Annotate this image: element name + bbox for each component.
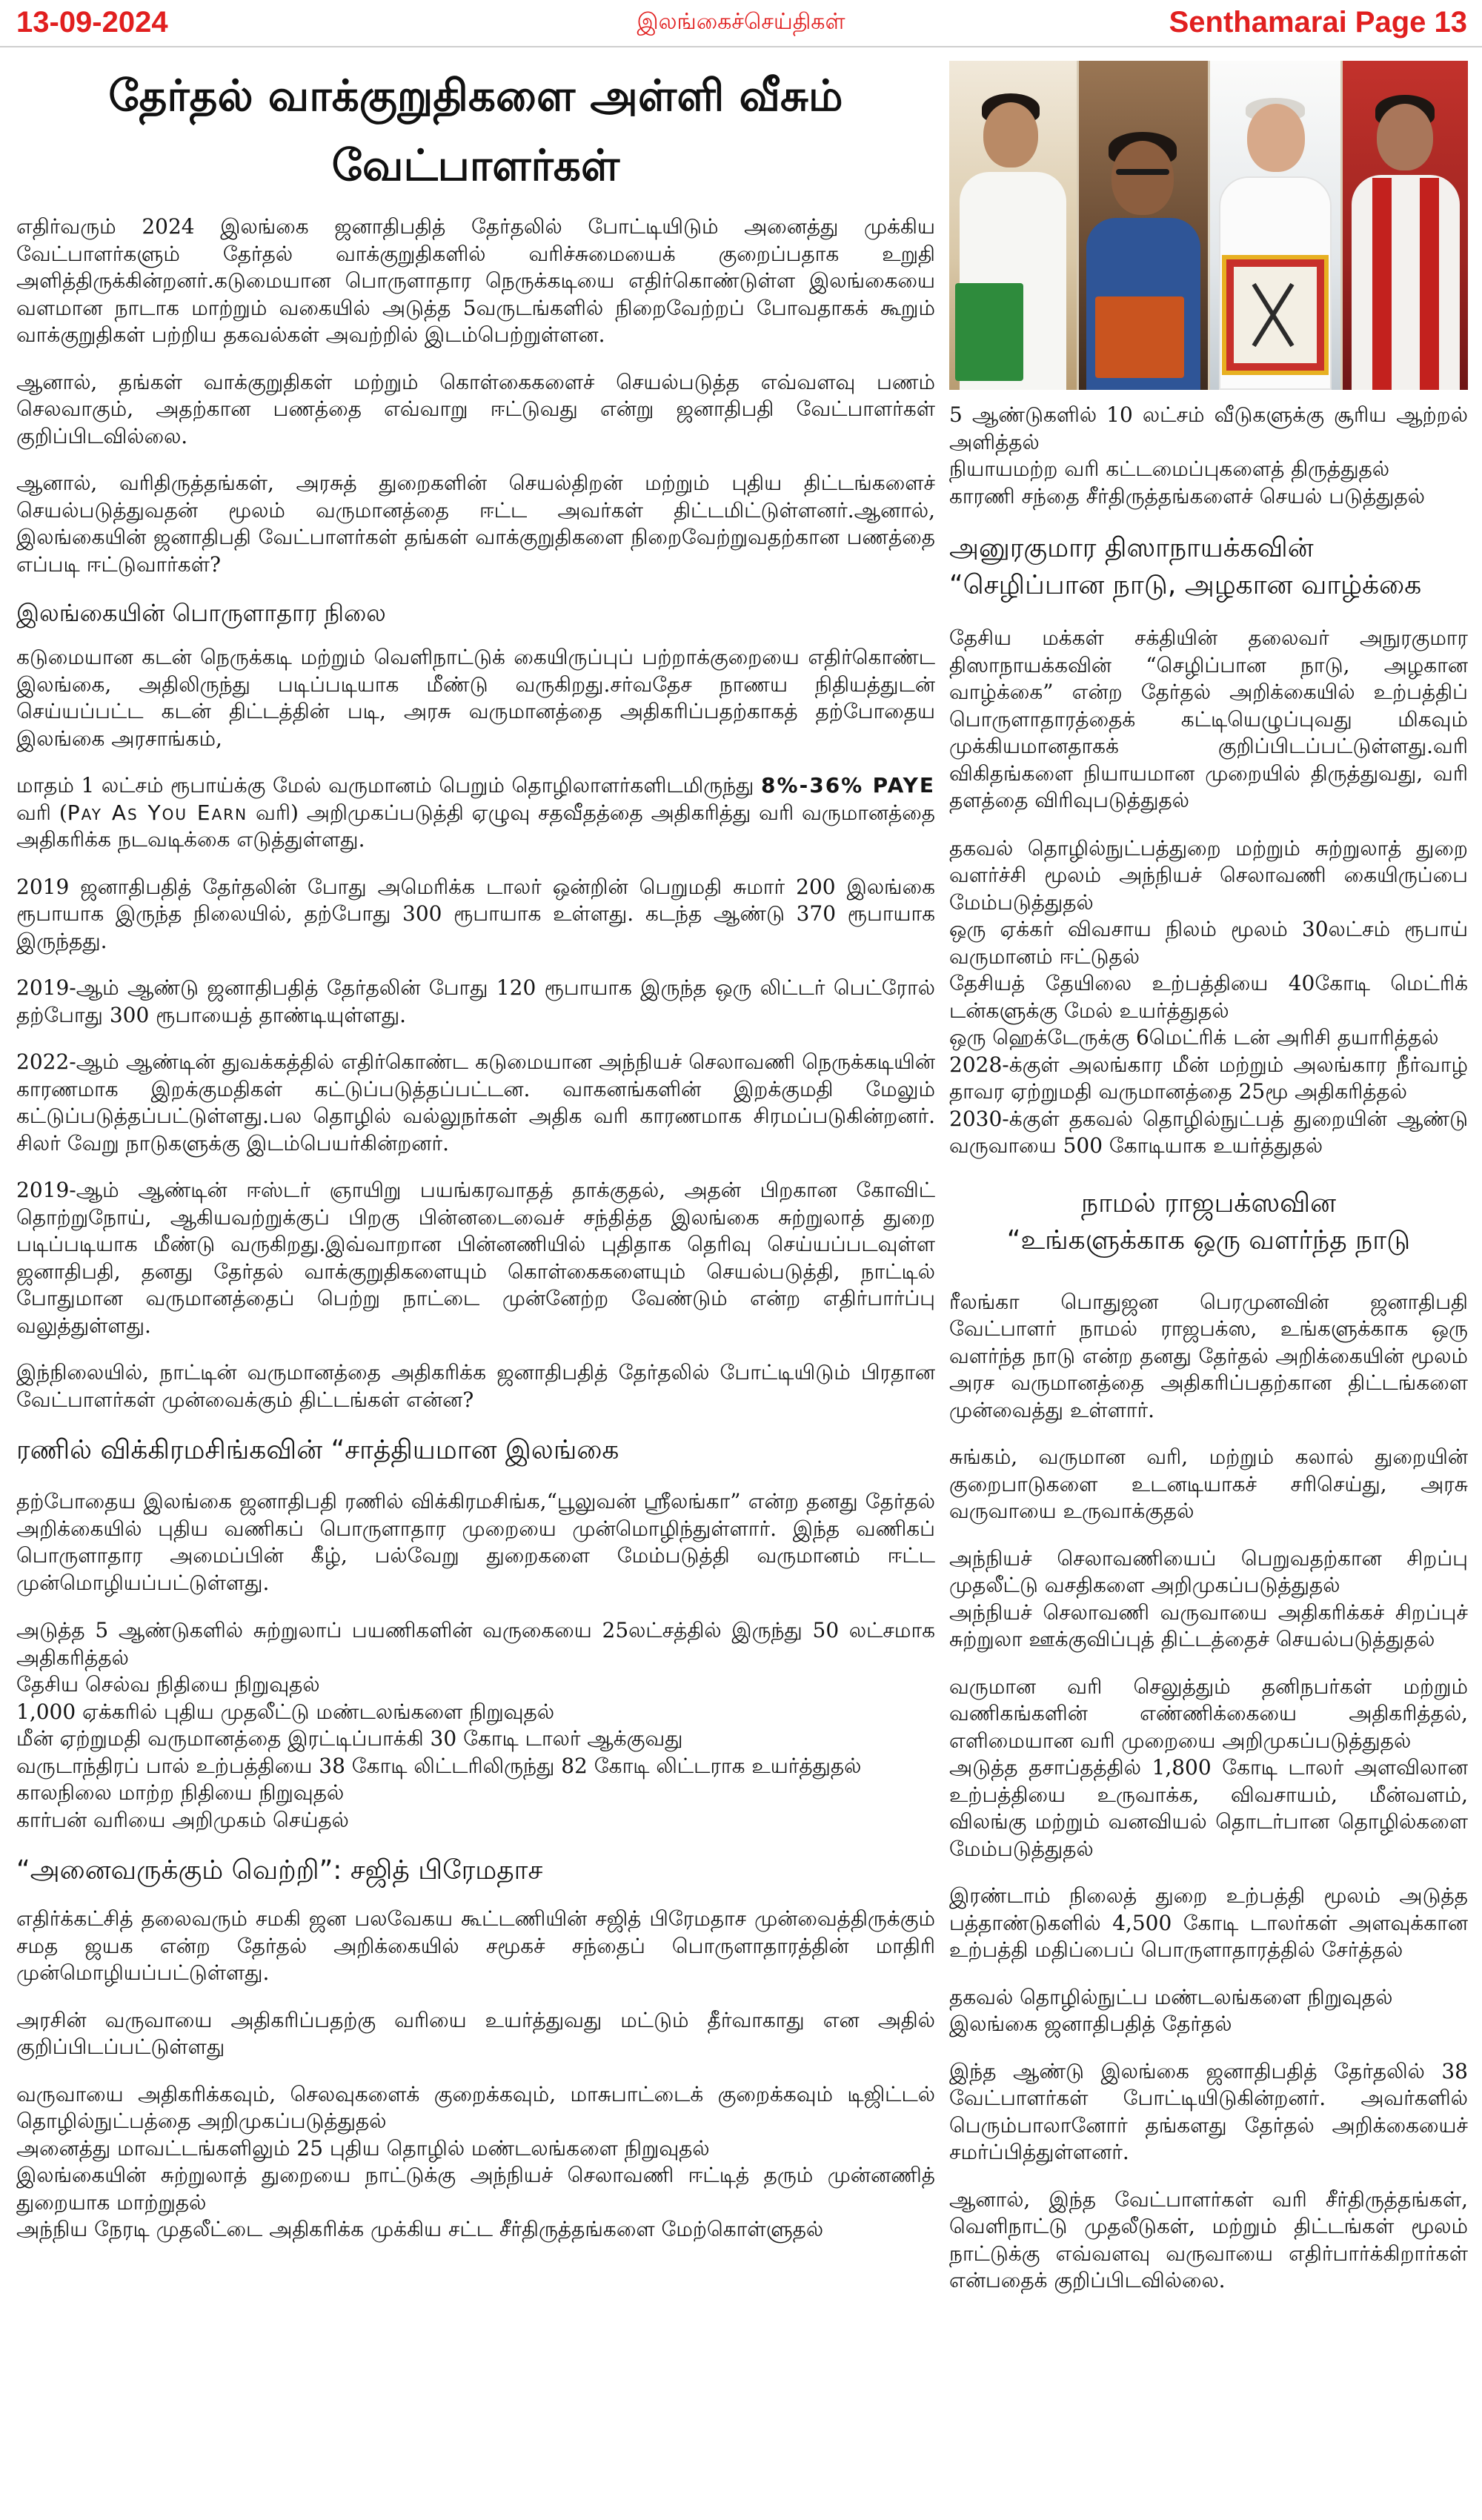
candidates-photo-collage [949,61,1468,390]
list-item: காரணி சந்தை சீர்திருத்தங்களைச் செயல் படுத்துதல் [949,483,1426,508]
figure-head [1112,141,1174,215]
page-header-bar [0,0,1482,47]
section-heading-namal [949,1185,1468,1259]
figure-glasses [1116,169,1169,175]
article-paragraph: எதிர்க்கட்சித் தலைவரும் சமகி ஜன பலவேகய கூட்டணியின் சஜித் பிரேமதாச முன்வைத்திருக்கும் சமத ஜயக என்ற தேர்தல் அறிக்கையில் சமூகச் சந்தைப் பொருளாதாரத்தின் மாதிரி முன்மொழியப்பட்டுள்ளது. [16,1906,935,1985]
list-item: இலங்கையின் சுற்றுலாத் துறையை நாட்டுக்கு அந்நியச் செலாவணி ஈட்டித் தரும் முன்னணித் துறையாக மாற்றுதல் [16,2163,935,2215]
list-item: 2028-க்குள் அலங்கார மீன் மற்றும் அலங்கார நீர்வாழ் தாவர ஏற்றுமதி வருமானத்தை 25மூ அதிகரித்தல் [949,1052,1468,1104]
figure-head [1247,104,1305,172]
namal-point-group [949,1883,1468,1964]
candidate-portrait-1 [949,61,1077,390]
list-item: அனைத்து மாவட்டங்களிலும் 25 புதிய தொழில் மண்டலங்களை நிறுவுதல் [16,2135,710,2161]
section-heading-ranil: ரணில் விக்கிரமசிங்கவின் “சாத்தியமான இலங்கை [16,1435,619,1465]
list-item: தகவல் தொழில்நுட்பத்துறை மற்றும் சுற்றுலாத் துறை வளர்ச்சி மூலம் அந்நியச் செலாவணி கையிருப்பை மேம்படுத்துதல் [949,835,1468,915]
paye-tail: வரி) அறிமுகப்படுத்தி ஏழுவு சதவீதத்தை அதிகரித்து வரி வருமானத்தை அதிகரிக்க நடவடிக்கை எடுத்துள்ளது. [16,800,935,852]
green-manifesto-book [955,283,1023,381]
section-heading-economy: இலங்கையின் பொருளாதார நிலை [16,599,386,627]
issue-date: 13-09-2024 [16,6,168,39]
ballot-box-symbol [1226,259,1324,371]
namal-point-group [949,1984,1468,2038]
article-paragraph: தற்போதைய இலங்கை ஜனாதிபதி ரணில் விக்கிரமசிங்க,“பூலுவன் ஸ்ரீலங்கா” என்ற தனது தேர்தல் அறிக்கையில் புதிய வணிகப் பொருளாதார முறையை முன்மொழிந்துள்ளார். இந்த வணிகப் பொருளாதார அமைப்பின் கீழ், பல்வேறு துறைகளை மேம்படுத்தி வருமானம் ஈட்ட முன்மொழியப்பட்டுள்ளது. [16,1489,935,1595]
article-paragraph: ரீலங்கா பொதுஜன பெரமுனவின் ஜனாதிபதி வேட்பாளர் நாமல் ராஜபக்ஸ, உங்களுக்காக ஒரு வளர்ந்த நாடு என்ற தனது தேர்தல் அறிக்கையின் மூலம் அரச வருமானத்தை அதிகரிப்பதற்கான திட்டங்களை முன்வைத்து உள்ளார். [949,1289,1468,1422]
paye-mid: வரி ( [16,800,67,825]
figure-head [1377,104,1433,170]
article-paragraph: 2022-ஆம் ஆண்டின் துவக்கத்தில் எதிர்கொண்ட கடுமையான அந்நியச் செலாவணி நெருக்கடியின் காரணமாக இறக்குமதிகள் கட்டுப்படுத்தப்பட்டன. வாகனங்களின் இறக்குமதி மேலும் கட்டுப்படுத்தப்பட்டுள்ளது.பல தொழில் வல்லுநர்கள் அதிக வரி காரணமாக சிரமப்படுகின்றனர். சிலர் வேறு நாடுகளுக்கு இடம்பெயர்கின்றனர். [16,1050,935,1155]
figure-body [1352,175,1460,390]
list-item: கார்பன் வரியை அறிமுகம் செய்தல் [16,1807,349,1832]
list-item: தகவல் தொழில்நுட்ப மண்டலங்களை நிறுவுதல் [949,1984,1393,2009]
list-item: வருவாயை அதிகரிக்கவும், செலவுகளைக் குறைக்கவும், மாசுபாட்டைக் குறைக்கவும் டிஜிட்டல் தொழில்நுட்பத்தை அறிமுகப்படுத்துதல் [16,2081,935,2133]
namal-point-group [949,1674,1468,1863]
left-column [16,213,935,2511]
paye-lead: மாதம் 1 லட்சம் ரூபாய்க்கு மேல் வருமானம் பெறும் தொழிலாளர்களிடமிருந்து [16,773,754,798]
intro-paragraph: எதிர்வரும் 2024 இலங்கை ஜனாதிபதித் தேர்தலில் போட்டியிடும் அனைத்து முக்கிய வேட்பாளர்களும் தேர்தல் வாக்குறுதிகளில் வரிச்சுமையைக் குறைப்பதாக உறுதி அளித்திருக்கின்றனர்.கடுமையான பொருளாதார நெருக்கடியை எதிர்கொண்டுள்ள இலங்கையை வளமான நாடாக மாற்றும் வகையில் அடுத்த 5வருடங்களில் நிறைவேற்றப் போவதாகக் கூறும் வாக்குறுதிகள் பற்றிய தகவல்கள் அவற்றில் இடம்பெற்றுள்ளன. [16,214,935,347]
anura-points-list [949,835,1468,1160]
heading-line: “செழிப்பான நாடு, அழகான வாழ்க்கை [949,570,1422,600]
article-paragraph: இந்த ஆண்டு இலங்கை ஜனாதிபதித் தேர்தலில் 38 வேட்பாளர்கள் போட்டியிடுகின்றனர். அவர்களில் பெரும்பாலானோர் தங்களது தேர்தல் அறிக்கையைச் சமர்ப்பித்துள்ளனர். [949,2058,1468,2164]
heading-line: நாமல் ராஜபக்ஸவின [1081,1187,1336,1218]
namal-point-group [949,1444,1468,1525]
article-paragraph: ஆனால், இந்த வேட்பாளர்கள் வரி சீர்திருத்தங்கள், வெளிநாட்டு முதலீடுகள், மற்றும் திட்டங்கள் மூலம் நாட்டுக்கு எவ்வளவு வருவாயை எதிர்பார்க்கிறார்கள் என்பதைக் குறிப்பிடவில்லை. [949,2186,1468,2292]
sajith-points-continued [949,402,1468,510]
article-paragraph: இந்நிலையில், நாட்டின் வருமானத்தை அதிகரிக்க ஜனாதிபதித் தேர்தலில் போட்டியிடும் பிரதான வேட்பாளர்கள் முன்வைக்கும் திட்டங்கள் என்ன? [16,1360,935,1412]
headline-line-1: தேர்தல் வாக்குறுதிகளை அள்ளி வீசும் வேட்பாளர்கள் [108,70,843,190]
paye-paragraph [16,772,935,854]
sajith-points-list [16,2081,935,2244]
list-item: காலநிலை மாற்ற நிதியை நிறுவுதல் [16,1780,345,1805]
intro-paragraph: ஆனால், வரிதிருத்தங்கள், அரசுத் துறைகளின் செயல்திறன் மற்றும் புதிய திட்டங்களைச் செயல்படுத்துவதன் மூலம் வருமானத்தை ஈட்ட அவர்கள் திட்டமிட்டுள்ளனர்.ஆனால், இலங்கையின் ஜனாதிபதி வேட்பாளர்கள் தங்கள் வாக்குறுதிகளை நிறைவேற்றுவதற்கான பணத்தை எப்படி ஈட்டுவார்கள்? [16,471,935,577]
list-item: அந்நியச் செலாவணியைப் பெறுவதற்கான சிறப்பு முதலீட்டு வசதிகளை அறிமுகப்படுத்துதல் [949,1545,1468,1597]
section-heading-sajith: “அனைவருக்கும் வெற்றி”: சஜித் பிரேமதாச [16,1855,543,1886]
list-item: 5 ஆண்டுகளில் 10 லட்சம் வீடுகளுக்கு சூரிய ஆற்றல் அளித்தல் [949,402,1468,454]
ranil-points-list [16,1617,935,1834]
list-item: இரண்டாம் நிலைத் துறை உற்பத்தி மூலம் அடுத்த பத்தாண்டுகளில் 4,500 கோடி டாலர்கள் அளவுக்கான உற்பத்தி மதிப்பைப் பொருளாதாரத்தில் சேர்த்தல் [949,1883,1468,1962]
candidate-portrait-4 [1343,61,1468,390]
red-scarf [1372,178,1392,390]
article-paragraph: அரசின் வருவாயை அதிகரிப்பதற்கு வரியை உயர்த்துவது மட்டும் தீர்வாகாது என அதில் குறிப்பிடப்பட்டுள்ளது [16,2007,935,2059]
article-paragraph: 2019-ஆம் ஆண்டின் ஈஸ்டர் ஞாயிறு பயங்கரவாதத் தாக்குதல், அதன் பிறகான கோவிட் தொற்றுநோய், ஆகியவற்றுக்குப் பிறகு பின்னடைவைச் சந்தித்த இலங்கை சுற்றுலாத் துறை படிப்படியாக மீண்டு வருகிறது.இவ்வாறான பின்னணியில் புதிதாக தெரிவு செய்யப்படவுள்ள ஜனாதிபதி, தனது தேர்தல் வாக்குறுதிகளையும் கொள்கைகளையும் செயல்படுத்தி, நாட்டில் போதுமான வருமானத்தைப் பெற்று நாட்டை முன்னேற்ற வேண்டும் என்ற எதிர்பார்ப்பு வலுத்துள்ளது. [16,1178,935,1338]
list-item: நியாயமற்ற வரி கட்டமைப்புகளைத் திருத்துதல் [949,457,1390,481]
article-paragraph: கடுமையான கடன் நெருக்கடி மற்றும் வெளிநாட்டுக் கையிருப்புப் பற்றாக்குறையை எதிர்கொண்ட இலங்கை, அதிலிருந்து படிப்படியாக மீண்டு வருகிறது.சர்வதேச நாணய நிதியத்துடன் செய்யப்பட்ட கடன் திட்டத்தின் படி, அரசு வருமானத்தை அதிகரிப்பதற்காகத் தற்போதைய இலங்கை அரசாங்கம், [16,645,935,751]
article-paragraph: 2019-ஆம் ஆண்டு ஜனாதிபதித் தேர்தலின் போது 120 ரூபாயாக இருந்த ஒரு லிட்டர் பெட்ரோல் தற்போது 300 ரூபாயைத் தாண்டியுள்ளது. [16,975,935,1027]
paye-rate: 8%-36% PAYE [761,773,935,798]
figure-head [983,102,1038,168]
list-item: மீன் ஏற்றுமதி வருமானத்தை இரட்டிப்பாக்கி 30 கோடி டாலர் ஆக்குவது [16,1726,683,1751]
list-item: அந்நிய நேரடி முதலீட்டை அதிகரிக்க முக்கிய சட்ட சீர்திருத்தங்களை மேற்கொள்ளுதல் [16,2217,824,2241]
red-scarf [1420,178,1439,390]
list-item: தேசியத் தேயிலை உற்பத்தியை 40கோடி மெட்ரிக் டன்களுக்கு மேல் உயர்த்துதல் [949,971,1468,1023]
article-headline [16,61,935,210]
section-title: இலங்கைச்செய்திகள் [637,9,845,35]
article-paragraph: 2019 ஜனாதிபதித் தேர்தலின் போது அமெரிக்க டாலர் ஒன்றின் பெறுமதி சுமார் 200 இலங்கை ரூபாயாக இருந்த நிலையில், தற்போது 300 ரூபாயாக உள்ளது. கடந்த ஆண்டு 370 ரூபாயாக இருந்தது. [16,874,935,953]
list-item: தேசிய செல்வ நிதியை நிறுவுதல் [16,1672,320,1697]
right-column [949,61,1468,2514]
list-item: அந்நியச் செலாவணி வருவாயை அதிகரிக்கச் சிறப்புச் சுற்றுலா ஊக்குவிப்புத் திட்டத்தைச் செயல்படுத்துதல் [949,1599,1468,1651]
list-item: வருமான வரி செலுத்தும் தனிநபர்கள் மற்றும் வணிகங்களின் எண்ணிக்கையை அதிகரித்தல், எளிமையான வரி முறையை அறிமுகப்படுத்துதல் [949,1674,1468,1753]
heading-line: அனுரகுமார திஸாநாயக்கவின் [949,533,1314,563]
candidate-portrait-3 [1210,61,1340,390]
list-item: வருடாந்திரப் பால் உற்பத்தியை 38 கோடி லிட்டரிலிருந்து 82 கோடி லிட்டராக உயர்த்துதல் [16,1753,862,1778]
list-item: அடுத்த தசாப்தத்தில் 1,800 கோடி டாலர் அளவிலான உற்பத்தியை உருவாக்க, விவசாயம், மீன்வளம், விலங்கு மற்றும் வனவியல் தொடர்பான தொழில்களை மேம்படுத்துதல் [949,1755,1468,1861]
namal-point-group [949,1545,1468,1654]
intro-paragraph: ஆனால், தங்கள் வாக்குறுதிகள் மற்றும் கொள்கைகளைச் செயல்படுத்த எவ்வளவு பணம் செலவாகும், அதற்கான பணத்தை எவ்வாறு ஈட்டுவது என்று ஜனாதிபதி வேட்பாளர்கள் குறிப்பிடவில்லை. [16,369,935,448]
candidate-portrait-2 [1079,61,1208,390]
heading-line: “உங்களுக்காக ஒரு வளர்ந்த நாடு [1006,1224,1411,1256]
list-item: 2030-க்குள் தகவல் தொழில்நுட்பத் துறையின் ஆண்டு வருவாயை 500 கோடியாக உயர்த்துதல் [949,1106,1468,1158]
headline-line-2 [16,200,935,210]
article-paragraph: தேசிய மக்கள் சக்தியின் தலைவர் அநுரகுமார திஸாநாயக்கவின் “செழிப்பான நாடு, அழகான வாழ்க்கை” என்ற தேர்தல் அறிக்கையில் உற்பத்திப் பொருளாதாரத்தைக் கட்டியெழுப்புவது மிகவும் முக்கியமானதாகக் குறிப்பிடப்பட்டுள்ளது.வரி விகிதங்களை நியாயமான முறையில் திருத்துவது, வரி தளத்தை விரிவுபடுத்துதல் [949,626,1468,812]
list-item: அடுத்த 5 ஆண்டுகளில் சுற்றுலாப் பயணிகளின் வருகையை 25லட்சத்தில் இருந்து 50 லட்சமாக அதிகரித்தல் [16,1618,935,1670]
section-heading-election: இலங்கை ஜனாதிபதித் தேர்தல் [949,2012,1232,2036]
list-item: சுங்கம், வருமான வரி, மற்றும் கலால் துறையின் குறைபாடுகளை உடனடியாகச் சரிசெய்து, அரசு வருவாயை உருவாக்குதல் [949,1445,1468,1523]
orange-manifesto-book [1095,296,1184,378]
list-item: ஒரு ஏக்கர் விவசாய நிலம் மூலம் 30லட்சம் ரூபாய் வருமானம் ஈட்டுதல் [949,917,1468,969]
list-item: ஒரு ஹெக்டேருக்கு 6மெட்ரிக் டன் அரிசி தயாரித்தல் [949,1025,1439,1050]
section-heading-anura [949,530,1468,604]
paye-expansion: Pay As You Earn [67,800,248,825]
list-item: 1,000 ஏக்கரில் புதிய முதலீட்டு மண்டலங்களை நிறுவுதல் [16,1699,555,1724]
paper-page-label: Senthamarai Page 13 [1169,6,1467,39]
